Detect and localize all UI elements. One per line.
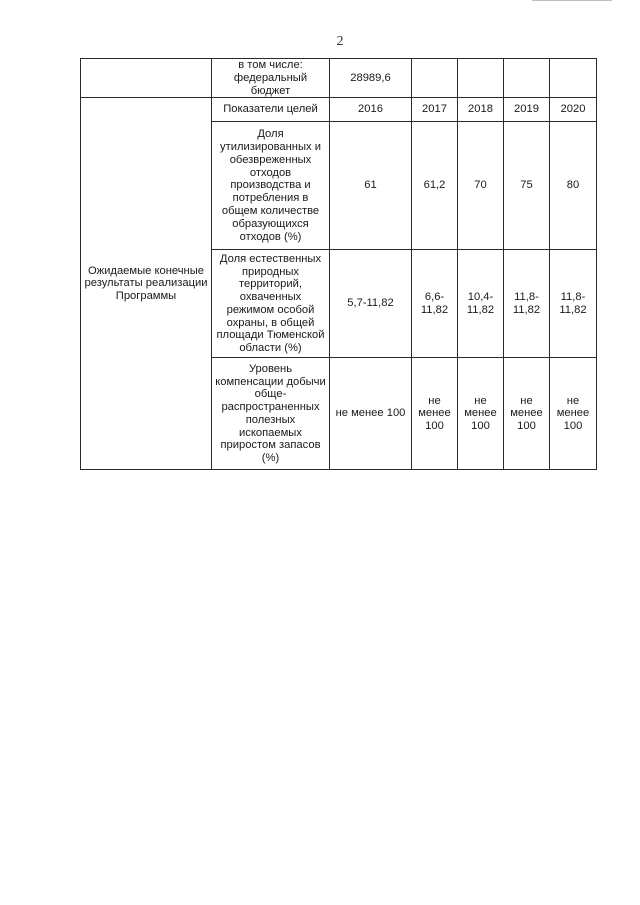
- indicator-value: 11,8-11,82: [550, 250, 597, 358]
- indicator-value: 70: [458, 122, 504, 250]
- year-2016: 2016: [330, 98, 412, 122]
- indicator-value: 6,6-11,82: [412, 250, 458, 358]
- budget-empty-cell: [504, 59, 550, 98]
- page-number: 2: [336, 34, 344, 49]
- year-2017: 2017: [412, 98, 458, 122]
- indicator-value: 61,2: [412, 122, 458, 250]
- indicator-value: 75: [504, 122, 550, 250]
- indicator-label: Уровень компенсации добычи обще-распространенных полезных ископаемых приростом запасов (%): [212, 358, 330, 470]
- indicator-label: Доля естественных природных территорий, охваченных режимом особой охраны, в общей площади Тюменской области (%): [212, 250, 330, 358]
- header-row: [81, 98, 597, 122]
- indicator-value: не менее 100: [330, 358, 412, 470]
- year-2020: 2020: [550, 98, 597, 122]
- budget-row: [81, 59, 597, 98]
- indicator-value: не менее 100: [504, 358, 550, 470]
- section-cell-empty: [81, 59, 212, 98]
- budget-empty-cell: [412, 59, 458, 98]
- indicator-value: 5,7-11,82: [330, 250, 412, 358]
- indicator-value: не менее 100: [412, 358, 458, 470]
- budget-label: в том числе: федеральный бюджет: [212, 59, 330, 98]
- indicator-value: 61: [330, 122, 412, 250]
- budget-empty-cell: [550, 59, 597, 98]
- budget-empty-cell: [458, 59, 504, 98]
- indicator-value: не менее 100: [458, 358, 504, 470]
- indicator-value: не менее 100: [550, 358, 597, 470]
- budget-value: 28989,6: [330, 59, 412, 98]
- program-results-table: [80, 58, 597, 470]
- indicator-value: 80: [550, 122, 597, 250]
- section-label: Ожидаемые конечные результаты реализации Программы: [81, 98, 212, 470]
- scan-edge-mark: [532, 0, 612, 3]
- year-2019: 2019: [504, 98, 550, 122]
- year-2018: 2018: [458, 98, 504, 122]
- indicator-value: 10,4-11,82: [458, 250, 504, 358]
- indicator-value: 11,8-11,82: [504, 250, 550, 358]
- indicators-header: Показатели целей: [212, 98, 330, 122]
- indicator-label: Доля утилизированных и обезвреженных отходов производства и потребления в общем количестве образующихся отходов (%): [212, 122, 330, 250]
